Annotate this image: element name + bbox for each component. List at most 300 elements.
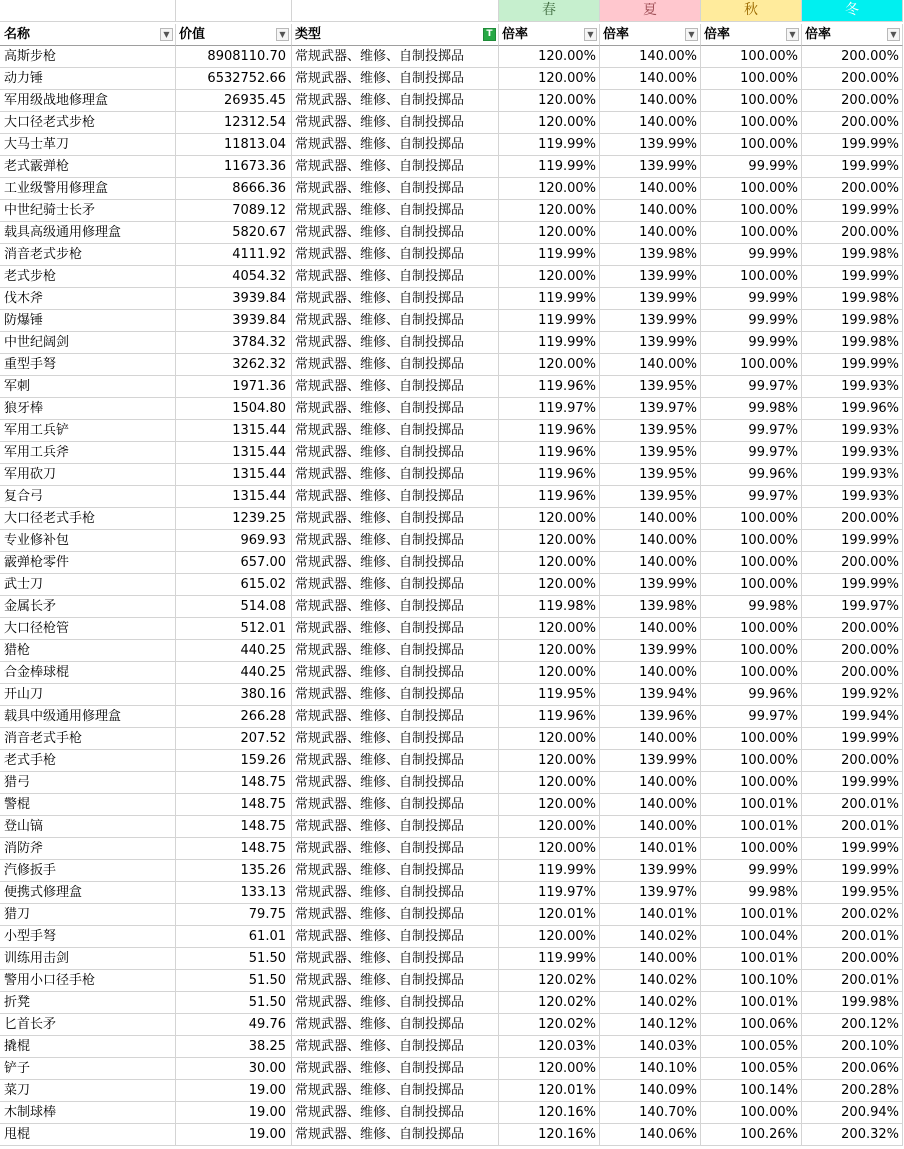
rate-summer-cell[interactable]: 139.98% (600, 244, 701, 266)
name-cell[interactable]: 动力锤 (0, 68, 176, 90)
value-cell[interactable]: 19.00 (176, 1102, 292, 1124)
value-cell[interactable]: 133.13 (176, 882, 292, 904)
value-cell[interactable]: 3939.84 (176, 288, 292, 310)
value-cell[interactable]: 969.93 (176, 530, 292, 552)
name-cell[interactable]: 专业修补包 (0, 530, 176, 552)
rate-winter-cell[interactable]: 200.00% (802, 90, 903, 112)
rate-autumn-cell[interactable]: 100.00% (701, 68, 802, 90)
value-cell[interactable]: 4054.32 (176, 266, 292, 288)
name-cell[interactable]: 载具高级通用修理盒 (0, 222, 176, 244)
name-cell[interactable]: 便携式修理盒 (0, 882, 176, 904)
rate-summer-cell[interactable]: 140.00% (600, 552, 701, 574)
rate-autumn-cell[interactable]: 100.26% (701, 1124, 802, 1146)
rate-spring-cell[interactable]: 119.99% (499, 860, 600, 882)
rate-spring-cell[interactable]: 119.99% (499, 288, 600, 310)
value-cell[interactable]: 8666.36 (176, 178, 292, 200)
rate-summer-cell[interactable]: 140.00% (600, 794, 701, 816)
rate-spring-cell[interactable]: 119.98% (499, 596, 600, 618)
rate-summer-cell[interactable]: 140.02% (600, 970, 701, 992)
type-cell[interactable]: 常规武器、维修、自制投掷品 (292, 486, 499, 508)
name-cell[interactable]: 匕首长矛 (0, 1014, 176, 1036)
type-cell[interactable]: 常规武器、维修、自制投掷品 (292, 200, 499, 222)
rate-winter-cell[interactable]: 199.93% (802, 420, 903, 442)
rate-summer-cell[interactable]: 140.00% (600, 200, 701, 222)
rate-spring-cell[interactable]: 120.00% (499, 552, 600, 574)
name-cell[interactable]: 训练用击剑 (0, 948, 176, 970)
rate-spring-cell[interactable]: 119.99% (499, 156, 600, 178)
rate-winter-cell[interactable]: 199.93% (802, 442, 903, 464)
rate-summer-cell[interactable]: 140.01% (600, 838, 701, 860)
rate-spring-cell[interactable]: 120.00% (499, 640, 600, 662)
rate-autumn-cell[interactable]: 100.00% (701, 178, 802, 200)
rate-summer-cell[interactable]: 139.99% (600, 574, 701, 596)
value-cell[interactable]: 4111.92 (176, 244, 292, 266)
value-cell[interactable]: 51.50 (176, 970, 292, 992)
rate-spring-cell[interactable]: 120.00% (499, 266, 600, 288)
value-cell[interactable]: 657.00 (176, 552, 292, 574)
rate-summer-cell[interactable]: 140.00% (600, 46, 701, 68)
value-cell[interactable]: 207.52 (176, 728, 292, 750)
type-cell[interactable]: 常规武器、维修、自制投掷品 (292, 1080, 499, 1102)
rate-summer-cell[interactable]: 139.99% (600, 134, 701, 156)
rate-summer-cell[interactable]: 140.09% (600, 1080, 701, 1102)
rate-summer-cell[interactable]: 140.00% (600, 508, 701, 530)
value-cell[interactable]: 512.01 (176, 618, 292, 640)
rate-winter-cell[interactable]: 200.28% (802, 1080, 903, 1102)
type-cell[interactable]: 常规武器、维修、自制投掷品 (292, 288, 499, 310)
type-cell[interactable]: 常规武器、维修、自制投掷品 (292, 464, 499, 486)
dropdown-arrow-icon[interactable]: ▼ (887, 28, 900, 41)
rate-spring-cell[interactable]: 120.00% (499, 68, 600, 90)
rate-spring-cell[interactable]: 120.00% (499, 794, 600, 816)
rate-winter-cell[interactable]: 200.00% (802, 750, 903, 772)
type-cell[interactable]: 常规武器、维修、自制投掷品 (292, 596, 499, 618)
type-cell[interactable]: 常规武器、维修、自制投掷品 (292, 640, 499, 662)
rate-summer-cell[interactable]: 140.00% (600, 222, 701, 244)
rate-winter-cell[interactable]: 200.01% (802, 794, 903, 816)
dropdown-arrow-icon[interactable]: ▼ (160, 28, 173, 41)
rate-winter-cell[interactable]: 200.01% (802, 970, 903, 992)
rate-autumn-cell[interactable]: 100.00% (701, 266, 802, 288)
rate-spring-cell[interactable]: 120.00% (499, 178, 600, 200)
type-cell[interactable]: 常规武器、维修、自制投掷品 (292, 266, 499, 288)
rate-winter-cell[interactable]: 200.01% (802, 816, 903, 838)
rate-winter-cell[interactable]: 199.99% (802, 574, 903, 596)
blank-cell[interactable] (292, 0, 499, 22)
rate-spring-cell[interactable]: 119.99% (499, 244, 600, 266)
rate-autumn-cell[interactable]: 100.00% (701, 222, 802, 244)
rate-spring-cell[interactable]: 120.02% (499, 970, 600, 992)
rate-winter-cell[interactable]: 200.94% (802, 1102, 903, 1124)
rate-spring-cell[interactable]: 119.99% (499, 948, 600, 970)
type-cell[interactable]: 常规武器、维修、自制投掷品 (292, 112, 499, 134)
name-cell[interactable]: 警棍 (0, 794, 176, 816)
name-cell[interactable]: 甩棍 (0, 1124, 176, 1146)
rate-spring-cell[interactable]: 120.00% (499, 618, 600, 640)
header-cell-rate-summer[interactable] (600, 24, 701, 46)
type-cell[interactable]: 常规武器、维修、自制投掷品 (292, 618, 499, 640)
rate-spring-cell[interactable]: 120.03% (499, 1036, 600, 1058)
name-cell[interactable]: 猎刀 (0, 904, 176, 926)
rate-summer-cell[interactable]: 140.01% (600, 904, 701, 926)
rate-spring-cell[interactable]: 120.00% (499, 574, 600, 596)
type-cell[interactable]: 常规武器、维修、自制投掷品 (292, 178, 499, 200)
rate-summer-cell[interactable]: 139.95% (600, 442, 701, 464)
rate-winter-cell[interactable]: 199.99% (802, 266, 903, 288)
rate-autumn-cell[interactable]: 100.06% (701, 1014, 802, 1036)
value-cell[interactable]: 26935.45 (176, 90, 292, 112)
name-cell[interactable]: 军用工兵斧 (0, 442, 176, 464)
rate-winter-cell[interactable]: 200.00% (802, 618, 903, 640)
header-cell-rate-winter[interactable] (802, 24, 903, 46)
rate-autumn-cell[interactable]: 100.01% (701, 794, 802, 816)
rate-autumn-cell[interactable]: 99.96% (701, 684, 802, 706)
rate-spring-cell[interactable]: 119.97% (499, 882, 600, 904)
dropdown-arrow-icon[interactable]: ▼ (584, 28, 597, 41)
rate-autumn-cell[interactable]: 99.97% (701, 442, 802, 464)
rate-winter-cell[interactable]: 200.32% (802, 1124, 903, 1146)
rate-summer-cell[interactable]: 139.96% (600, 706, 701, 728)
rate-winter-cell[interactable]: 199.93% (802, 464, 903, 486)
rate-winter-cell[interactable]: 199.99% (802, 772, 903, 794)
rate-summer-cell[interactable]: 140.00% (600, 90, 701, 112)
rate-autumn-cell[interactable]: 99.99% (701, 332, 802, 354)
rate-autumn-cell[interactable]: 100.00% (701, 552, 802, 574)
rate-autumn-cell[interactable]: 100.05% (701, 1058, 802, 1080)
type-cell[interactable]: 常规武器、维修、自制投掷品 (292, 706, 499, 728)
rate-spring-cell[interactable]: 120.01% (499, 904, 600, 926)
rate-summer-cell[interactable]: 139.95% (600, 376, 701, 398)
type-cell[interactable]: 常规武器、维修、自制投掷品 (292, 442, 499, 464)
value-cell[interactable]: 440.25 (176, 662, 292, 684)
rate-spring-cell[interactable]: 119.97% (499, 398, 600, 420)
rate-summer-cell[interactable]: 140.00% (600, 772, 701, 794)
value-cell[interactable]: 12312.54 (176, 112, 292, 134)
rate-winter-cell[interactable]: 200.00% (802, 948, 903, 970)
rate-winter-cell[interactable]: 200.06% (802, 1058, 903, 1080)
rate-spring-cell[interactable]: 120.00% (499, 662, 600, 684)
rate-summer-cell[interactable]: 139.99% (600, 750, 701, 772)
rate-summer-cell[interactable]: 139.99% (600, 266, 701, 288)
name-cell[interactable]: 金属长矛 (0, 596, 176, 618)
blank-cell[interactable] (176, 0, 292, 22)
rate-autumn-cell[interactable]: 99.96% (701, 464, 802, 486)
rate-autumn-cell[interactable]: 100.00% (701, 112, 802, 134)
rate-winter-cell[interactable]: 199.93% (802, 376, 903, 398)
rate-summer-cell[interactable]: 140.06% (600, 1124, 701, 1146)
name-cell[interactable]: 警用小口径手枪 (0, 970, 176, 992)
season-autumn[interactable]: 秋 (701, 0, 802, 22)
rate-autumn-cell[interactable]: 100.00% (701, 750, 802, 772)
value-cell[interactable]: 8908110.70 (176, 46, 292, 68)
name-cell[interactable]: 载具中级通用修理盒 (0, 706, 176, 728)
rate-summer-cell[interactable]: 139.99% (600, 288, 701, 310)
rate-autumn-cell[interactable]: 100.05% (701, 1036, 802, 1058)
rate-winter-cell[interactable]: 199.98% (802, 288, 903, 310)
rate-winter-cell[interactable]: 199.98% (802, 992, 903, 1014)
rate-summer-cell[interactable]: 140.02% (600, 926, 701, 948)
type-cell[interactable]: 常规武器、维修、自制投掷品 (292, 838, 499, 860)
rate-spring-cell[interactable]: 120.02% (499, 1014, 600, 1036)
rate-spring-cell[interactable]: 120.00% (499, 728, 600, 750)
rate-autumn-cell[interactable]: 100.14% (701, 1080, 802, 1102)
name-cell[interactable]: 军用工兵铲 (0, 420, 176, 442)
rate-autumn-cell[interactable]: 100.00% (701, 134, 802, 156)
rate-spring-cell[interactable]: 120.00% (499, 926, 600, 948)
dropdown-arrow-icon[interactable]: ▼ (786, 28, 799, 41)
rate-spring-cell[interactable]: 120.00% (499, 354, 600, 376)
rate-summer-cell[interactable]: 140.10% (600, 1058, 701, 1080)
rate-spring-cell[interactable]: 120.00% (499, 750, 600, 772)
value-cell[interactable]: 11673.36 (176, 156, 292, 178)
rate-autumn-cell[interactable]: 100.00% (701, 508, 802, 530)
name-cell[interactable]: 铲子 (0, 1058, 176, 1080)
rate-winter-cell[interactable]: 199.98% (802, 332, 903, 354)
type-cell[interactable]: 常规武器、维修、自制投掷品 (292, 134, 499, 156)
name-cell[interactable]: 大马士革刀 (0, 134, 176, 156)
rate-summer-cell[interactable]: 139.98% (600, 596, 701, 618)
rate-winter-cell[interactable]: 199.92% (802, 684, 903, 706)
name-cell[interactable]: 复合弓 (0, 486, 176, 508)
rate-autumn-cell[interactable]: 100.00% (701, 640, 802, 662)
rate-autumn-cell[interactable]: 99.98% (701, 596, 802, 618)
rate-autumn-cell[interactable]: 99.97% (701, 486, 802, 508)
rate-autumn-cell[interactable]: 100.01% (701, 816, 802, 838)
value-cell[interactable]: 440.25 (176, 640, 292, 662)
rate-spring-cell[interactable]: 120.00% (499, 1058, 600, 1080)
rate-spring-cell[interactable]: 120.00% (499, 816, 600, 838)
rate-spring-cell[interactable]: 119.95% (499, 684, 600, 706)
type-cell[interactable]: 常规武器、维修、自制投掷品 (292, 1124, 499, 1146)
type-cell[interactable]: 常规武器、维修、自制投掷品 (292, 1014, 499, 1036)
rate-winter-cell[interactable]: 200.00% (802, 662, 903, 684)
name-cell[interactable]: 登山镐 (0, 816, 176, 838)
rate-spring-cell[interactable]: 120.02% (499, 992, 600, 1014)
value-cell[interactable]: 19.00 (176, 1124, 292, 1146)
value-cell[interactable]: 266.28 (176, 706, 292, 728)
rate-summer-cell[interactable]: 140.00% (600, 530, 701, 552)
value-cell[interactable]: 38.25 (176, 1036, 292, 1058)
name-cell[interactable]: 伐木斧 (0, 288, 176, 310)
rate-spring-cell[interactable]: 119.96% (499, 442, 600, 464)
name-cell[interactable]: 撬棍 (0, 1036, 176, 1058)
name-cell[interactable]: 老式手枪 (0, 750, 176, 772)
rate-winter-cell[interactable]: 199.99% (802, 728, 903, 750)
value-cell[interactable]: 79.75 (176, 904, 292, 926)
dropdown-arrow-icon[interactable]: ▼ (276, 28, 289, 41)
rate-autumn-cell[interactable]: 99.97% (701, 706, 802, 728)
rate-summer-cell[interactable]: 140.00% (600, 178, 701, 200)
rate-summer-cell[interactable]: 140.00% (600, 728, 701, 750)
name-cell[interactable]: 菜刀 (0, 1080, 176, 1102)
name-cell[interactable]: 大口径老式手枪 (0, 508, 176, 530)
type-cell[interactable]: 常规武器、维修、自制投掷品 (292, 68, 499, 90)
rate-winter-cell[interactable]: 199.99% (802, 860, 903, 882)
value-cell[interactable]: 51.50 (176, 992, 292, 1014)
type-cell[interactable]: 常规武器、维修、自制投掷品 (292, 530, 499, 552)
rate-summer-cell[interactable]: 139.99% (600, 640, 701, 662)
name-cell[interactable]: 军用砍刀 (0, 464, 176, 486)
name-cell[interactable]: 霰弹枪零件 (0, 552, 176, 574)
rate-winter-cell[interactable]: 200.00% (802, 178, 903, 200)
value-cell[interactable]: 3939.84 (176, 310, 292, 332)
rate-summer-cell[interactable]: 140.00% (600, 354, 701, 376)
type-cell[interactable]: 常规武器、维修、自制投掷品 (292, 970, 499, 992)
type-cell[interactable]: 常规武器、维修、自制投掷品 (292, 420, 499, 442)
value-cell[interactable]: 1504.80 (176, 398, 292, 420)
name-cell[interactable]: 军刺 (0, 376, 176, 398)
rate-autumn-cell[interactable]: 100.00% (701, 530, 802, 552)
name-cell[interactable]: 消音老式步枪 (0, 244, 176, 266)
value-cell[interactable]: 3784.32 (176, 332, 292, 354)
rate-summer-cell[interactable]: 140.00% (600, 112, 701, 134)
rate-winter-cell[interactable]: 199.95% (802, 882, 903, 904)
rate-spring-cell[interactable]: 119.99% (499, 134, 600, 156)
season-winter[interactable]: 冬 (802, 0, 903, 22)
rate-summer-cell[interactable]: 140.02% (600, 992, 701, 1014)
rate-summer-cell[interactable]: 139.97% (600, 398, 701, 420)
type-cell[interactable]: 常规武器、维修、自制投掷品 (292, 552, 499, 574)
rate-summer-cell[interactable]: 140.03% (600, 1036, 701, 1058)
rate-winter-cell[interactable]: 200.00% (802, 68, 903, 90)
rate-winter-cell[interactable]: 199.98% (802, 310, 903, 332)
rate-spring-cell[interactable]: 119.99% (499, 310, 600, 332)
rate-winter-cell[interactable]: 200.00% (802, 640, 903, 662)
type-cell[interactable]: 常规武器、维修、自制投掷品 (292, 948, 499, 970)
rate-summer-cell[interactable]: 139.99% (600, 860, 701, 882)
name-cell[interactable]: 工业级警用修理盒 (0, 178, 176, 200)
rate-autumn-cell[interactable]: 100.10% (701, 970, 802, 992)
type-cell[interactable]: 常规武器、维修、自制投掷品 (292, 156, 499, 178)
name-cell[interactable]: 猎枪 (0, 640, 176, 662)
type-cell[interactable]: 常规武器、维修、自制投掷品 (292, 376, 499, 398)
rate-spring-cell[interactable]: 120.00% (499, 90, 600, 112)
value-cell[interactable]: 148.75 (176, 794, 292, 816)
value-cell[interactable]: 148.75 (176, 816, 292, 838)
rate-autumn-cell[interactable]: 100.00% (701, 354, 802, 376)
rate-winter-cell[interactable]: 199.94% (802, 706, 903, 728)
rate-winter-cell[interactable]: 200.00% (802, 552, 903, 574)
rate-autumn-cell[interactable]: 100.00% (701, 1102, 802, 1124)
value-cell[interactable]: 1315.44 (176, 464, 292, 486)
rate-winter-cell[interactable]: 200.00% (802, 46, 903, 68)
value-cell[interactable]: 19.00 (176, 1080, 292, 1102)
rate-autumn-cell[interactable]: 100.00% (701, 838, 802, 860)
value-cell[interactable]: 3262.32 (176, 354, 292, 376)
rate-spring-cell[interactable]: 119.96% (499, 706, 600, 728)
rate-spring-cell[interactable]: 120.01% (499, 1080, 600, 1102)
season-spring[interactable]: 春 (499, 0, 600, 22)
rate-autumn-cell[interactable]: 100.00% (701, 574, 802, 596)
rate-summer-cell[interactable]: 139.99% (600, 156, 701, 178)
rate-winter-cell[interactable]: 200.00% (802, 112, 903, 134)
rate-spring-cell[interactable]: 120.16% (499, 1124, 600, 1146)
blank-cell[interactable] (0, 0, 176, 22)
name-cell[interactable]: 重型手弩 (0, 354, 176, 376)
value-cell[interactable]: 1971.36 (176, 376, 292, 398)
type-cell[interactable]: 常规武器、维修、自制投掷品 (292, 992, 499, 1014)
name-cell[interactable]: 消音老式手枪 (0, 728, 176, 750)
type-cell[interactable]: 常规武器、维修、自制投掷品 (292, 904, 499, 926)
season-summer[interactable]: 夏 (600, 0, 701, 22)
header-cell-type[interactable] (292, 24, 499, 46)
rate-spring-cell[interactable]: 120.00% (499, 46, 600, 68)
rate-spring-cell[interactable]: 120.00% (499, 530, 600, 552)
name-cell[interactable]: 消防斧 (0, 838, 176, 860)
rate-autumn-cell[interactable]: 100.00% (701, 200, 802, 222)
rate-summer-cell[interactable]: 140.70% (600, 1102, 701, 1124)
type-cell[interactable]: 常规武器、维修、自制投掷品 (292, 728, 499, 750)
rate-spring-cell[interactable]: 120.16% (499, 1102, 600, 1124)
value-cell[interactable]: 135.26 (176, 860, 292, 882)
rate-autumn-cell[interactable]: 100.04% (701, 926, 802, 948)
type-cell[interactable]: 常规武器、维修、自制投掷品 (292, 90, 499, 112)
rate-winter-cell[interactable]: 199.99% (802, 838, 903, 860)
name-cell[interactable]: 高斯步枪 (0, 46, 176, 68)
rate-winter-cell[interactable]: 200.01% (802, 926, 903, 948)
name-cell[interactable]: 汽修扳手 (0, 860, 176, 882)
type-cell[interactable]: 常规武器、维修、自制投掷品 (292, 1036, 499, 1058)
rate-autumn-cell[interactable]: 99.99% (701, 156, 802, 178)
rate-summer-cell[interactable]: 140.00% (600, 948, 701, 970)
rate-spring-cell[interactable]: 120.00% (499, 838, 600, 860)
rate-spring-cell[interactable]: 119.96% (499, 486, 600, 508)
value-cell[interactable]: 6532752.66 (176, 68, 292, 90)
rate-autumn-cell[interactable]: 100.00% (701, 772, 802, 794)
rate-summer-cell[interactable]: 140.00% (600, 68, 701, 90)
rate-summer-cell[interactable]: 139.99% (600, 332, 701, 354)
rate-autumn-cell[interactable]: 99.97% (701, 420, 802, 442)
header-cell-value[interactable] (176, 24, 292, 46)
rate-spring-cell[interactable]: 120.00% (499, 222, 600, 244)
rate-winter-cell[interactable]: 199.93% (802, 486, 903, 508)
rate-autumn-cell[interactable]: 100.00% (701, 90, 802, 112)
type-cell[interactable]: 常规武器、维修、自制投掷品 (292, 46, 499, 68)
rate-autumn-cell[interactable]: 99.98% (701, 398, 802, 420)
name-cell[interactable]: 老式步枪 (0, 266, 176, 288)
rate-autumn-cell[interactable]: 99.97% (701, 376, 802, 398)
type-cell[interactable]: 常规武器、维修、自制投掷品 (292, 816, 499, 838)
type-cell[interactable]: 常规武器、维修、自制投掷品 (292, 310, 499, 332)
name-cell[interactable]: 木制球棒 (0, 1102, 176, 1124)
type-cell[interactable]: 常规武器、维修、自制投掷品 (292, 244, 499, 266)
rate-autumn-cell[interactable]: 99.99% (701, 288, 802, 310)
value-cell[interactable]: 1239.25 (176, 508, 292, 530)
type-cell[interactable]: 常规武器、维修、自制投掷品 (292, 750, 499, 772)
rate-autumn-cell[interactable]: 100.00% (701, 662, 802, 684)
rate-winter-cell[interactable]: 199.99% (802, 156, 903, 178)
type-cell[interactable]: 常规武器、维修、自制投掷品 (292, 398, 499, 420)
name-cell[interactable]: 军用级战地修理盒 (0, 90, 176, 112)
rate-autumn-cell[interactable]: 100.01% (701, 948, 802, 970)
rate-winter-cell[interactable]: 200.12% (802, 1014, 903, 1036)
rate-winter-cell[interactable]: 200.02% (802, 904, 903, 926)
rate-winter-cell[interactable]: 200.00% (802, 222, 903, 244)
rate-summer-cell[interactable]: 139.99% (600, 310, 701, 332)
header-cell-name[interactable] (0, 24, 176, 46)
type-cell[interactable]: 常规武器、维修、自制投掷品 (292, 882, 499, 904)
header-cell-rate-autumn[interactable] (701, 24, 802, 46)
type-cell[interactable]: 常规武器、维修、自制投掷品 (292, 926, 499, 948)
value-cell[interactable]: 615.02 (176, 574, 292, 596)
value-cell[interactable]: 51.50 (176, 948, 292, 970)
name-cell[interactable]: 老式霰弹枪 (0, 156, 176, 178)
value-cell[interactable]: 5820.67 (176, 222, 292, 244)
name-cell[interactable]: 小型手弩 (0, 926, 176, 948)
name-cell[interactable]: 开山刀 (0, 684, 176, 706)
rate-spring-cell[interactable]: 119.96% (499, 420, 600, 442)
rate-spring-cell[interactable]: 120.00% (499, 112, 600, 134)
